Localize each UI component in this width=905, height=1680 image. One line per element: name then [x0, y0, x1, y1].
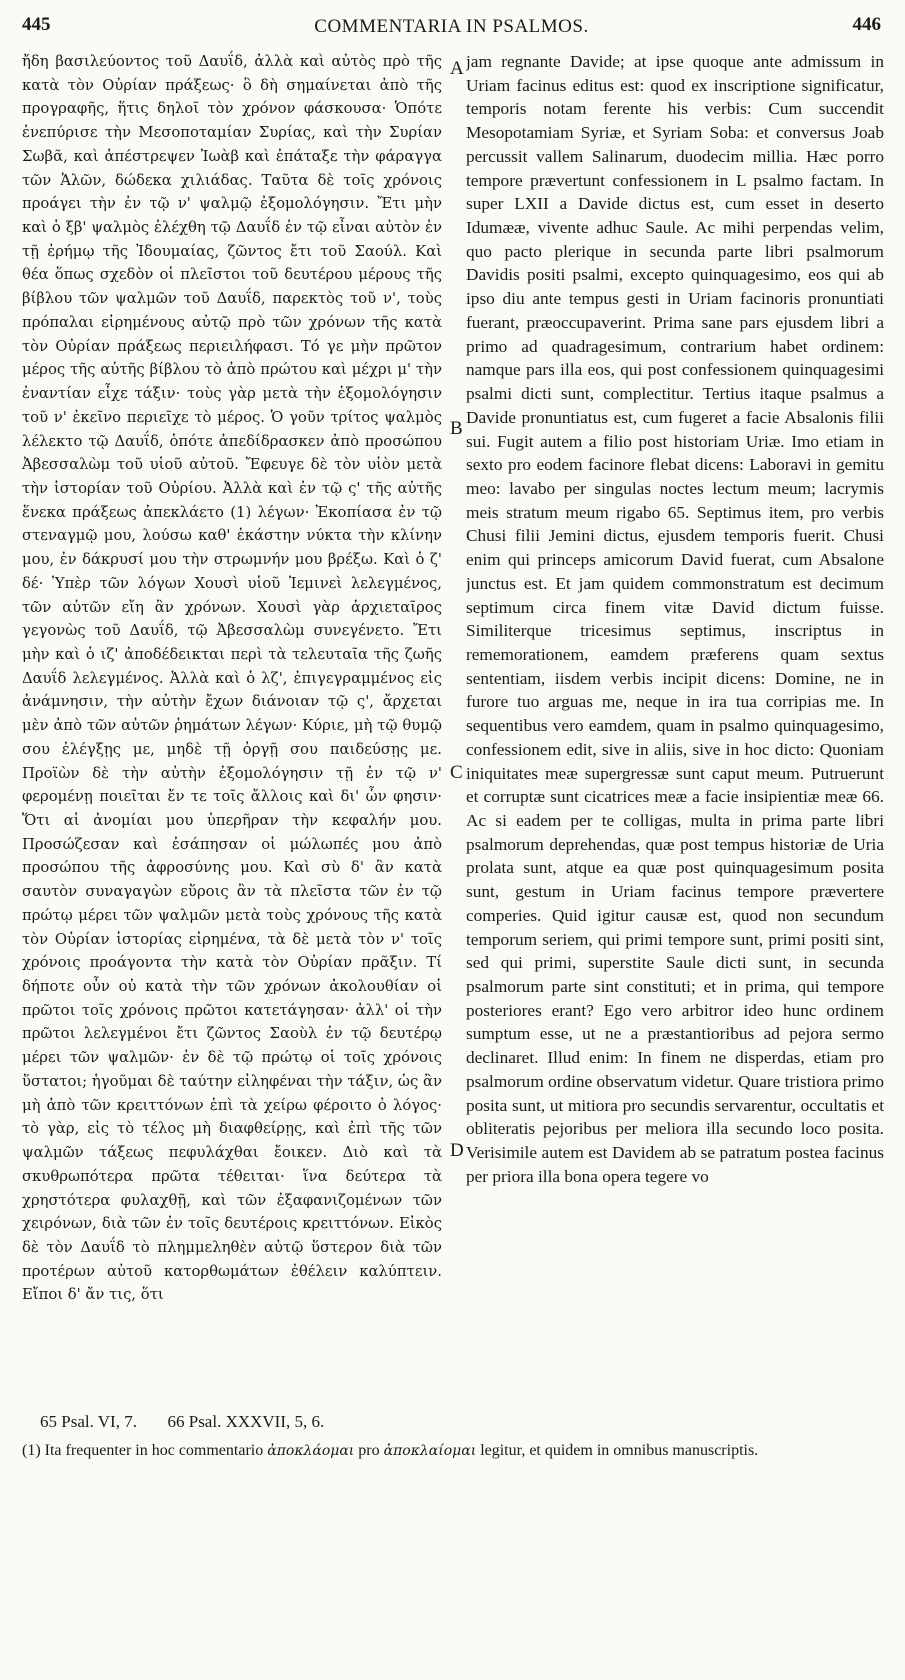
note-mid: pro	[358, 1442, 380, 1459]
running-title: COMMENTARIA IN PSALMOS.	[314, 16, 589, 37]
page-number-right: 446	[852, 14, 881, 35]
latin-column	[466, 50, 884, 1680]
note-greek-2: ἀποκλαίομαι	[383, 1443, 477, 1459]
page-number-left: 445	[22, 14, 51, 35]
running-head	[22, 14, 881, 44]
greek-text: ἤδη βασιλεύοντος τοῦ Δαυΐδ, ἀλλὰ καὶ αὐτὸς πρὸ τῆς κατὰ τὸν Οὐρίαν πράξεως· ὃ δὴ σημαίνεται ἀπὸ τῆς προγραφῆς, ἥτις δηλοῖ τὸν χρόνον φάσκουσα· Ὁπότε ἐνεπύρισε τὴν Μεσοποταμίαν Συρίας, καὶ τὴν Συρίαν Σωβᾶ, καὶ ἀπέστρεψεν Ἰωὰβ καὶ ἐπάταξε τὴν φάραγγα τῶν Ἁλῶν, δώδεκα χιλιάδας. Ταῦτα δὲ τοῖς χρόνοις προάγει τὴν ἐν τῷ ν' ψαλμῷ ἐξομολόγησιν. Ἔτι μὴν καὶ ὁ ξβ' ψαλμὸς ἐλέχθη τῷ Δαυΐδ ἐν τῷ εἶναι αὐτὸν ἐν τῇ ἐρήμῳ τῆς Ἰδουμαίας, ζῶντος ἔτι τοῦ Σαούλ. Καὶ θέα ὅπως σχεδὸν οἱ πλεῖστοι τοῦ δευτέρου μέρους τῆς βίβλου τῶν ψαλμῶν τοῦ Δαυΐδ, παρεκτὸς τοῦ ν', τοὺς πρόπαλαι εἰρημένους αὐτῷ πρὸ τῶν χρόνων τῆς κατὰ τὸν Οὐρίαν πράξεως περιειλήφασι. Τό γε μὴν πρῶτον μέρος τῆς αὐτῆς βίβλου τὸ ἀπὸ πρώτου καὶ μέχρι μ' τὴν ἐναντίαν εἶχε τάξιν· τοὺς γὰρ μετὰ τὴν ἐξομολόγησιν τοῦ ν' ἐκεῖνο περιεῖχε τὸ μέρος. Ὁ γοῦν τρίτος ψαλμὸς λέλεκτο τῷ Δαυΐδ, ὁπότε ἀπεδίδρασκεν ἀπὸ προσώπου Ἀβεσσαλὼμ τοῦ υἱοῦ αὐτοῦ. Ἔφευγε δὲ τὸν υἱὸν μετὰ τὴν ἱστορίαν τοῦ Οὐρίου. Ἀλλὰ καὶ ἐν τῷ ς' τῆς αὐτῆς ἕνεκα πράξεως ἀπεκλάετο (1) λέγων· Ἐκοπίασα ἐν τῷ στεναγμῷ μου, λούσω καθ' ἑκάστην νύκτα τὴν κλίνην μου, ἐν δάκρυσί μου τὴν στρωμνήν μου βρέξω. Καὶ ὁ ζ' δέ· Ὑπὲρ τῶν λόγων Χουσὶ υἱοῦ Ἰεμινεὶ λελεγμένος, τῶν αὐτῶν εἴη ἂν χρόνων. Χουσὶ γὰρ ἀρχιεταῖρος γεγονὼς τοῦ Δαυΐδ, τῷ Ἀβεσσαλὼμ συνεγένετο. Ἔτι μὴν καὶ ὁ ιζ' ἀποδέδεικται περὶ τὰ τελευταῖα τῆς ζωῆς Δαυΐδ λελεγμένος. Ἀλλὰ καὶ ὁ λζ', ἐπιγεγραμμένος εἰς ἀνάμνησιν, τὴν αὐτὴν ἔχων διάνοιαν τῷ ς', ἄρχεται μὲν ἀπὸ τῶν αὐτῶν ῥημάτων λέγων· Κύριε, μὴ τῷ θυμῷ σου ἐλέγξῃς με, μηδὲ τῇ ὀργῇ σου παιδεύσῃς με. Προϊὼν δὲ τὴν αὐτὴν ἐξομολόγησιν τῇ ἐν τῷ ν' φερομένῃ ποιεῖται ἔν τε τοῖς ἄλλοις καὶ δι' ὧν φησιν· Ὅτι αἱ ἀνομίαι μου ὑπερῆραν τὴν κεφαλήν μου. Προσώζεσαν καὶ ἐσάπησαν οἱ μώλωπές μου ἀπὸ προσώπου τῆς ἀφροσύνης μου. Καὶ σὺ δ' ἂν κατὰ σαυτὸν συναγαγὼν εὕροις ἂν τὰ πλεῖστα τῶν ἐν τῷ πρώτῳ μέρει τῶν ψαλμῶν μετὰ τοὺς χρόνους τῆς κατὰ τὸν Οὐρίαν ἱστορίας εἰρημένα, τὰ δὲ μετὰ τὸν ν' τοῖς χρόνοις προάγοντα τὴν κατὰ τὸν Οὐρίαν πρᾶξιν. Τί δήποτε οὖν οὐ κατὰ τὴν τῶν χρόνων ἀκολουθίαν οἱ πρῶτοι τοῖς χρόνοις πρῶτοι κατετάγησαν· ἀλλ' οἱ τὴν πρῶτοι λελεγμένοι ἔτι ζῶντος Σαοὺλ ἐν τῷ δευτέρῳ μέρει τῶν ψαλμῶν· ἐν δὲ τῷ πρώτῳ οἱ τοῖς χρόνοις ὕστατοι; ἡγοῦμαι δὲ ταύτην εἰληφέναι τὴν τάξιν, ὡς ἂν μὴ ἀπὸ τῶν κρειττόνων ἐπὶ τὰ χείρω φέροιτο ὁ λόγος· τὸ γὰρ, εἰς τὸ τέλος μὴ διαφθείρῃς, καὶ ἐπὶ τῆς τῶν ψαλμῶν τάξεως πεφυλάχθαι ἔοικεν. Διὸ καὶ τὰ σκυθρωπότερα πρῶτα τέθειται· ἵνα δεύτερα τὰ χρηστότερα φυλαχθῇ, καὶ τῶν ἐξαφανιζομένων τῶν χειρόνων, διὰ τῶν ἐν τοῖς δευτέροις κρειττόνων. Εἰκὸς δὲ τὸν Δαυΐδ τὸ πλημμεληθὲν αὐτῷ ὕστερον διὰ τῶν προτέρων αὐτοῦ κατορθωμάτων ἐθέλειν καλύπτειν. Εἴποι δ' ἄν τις, ὅτι	[22, 53, 442, 1304]
note-suffix: legitur, et quidem in omnibus manuscriptis.	[480, 1442, 759, 1459]
translator-note	[22, 1440, 884, 1462]
footnote-66: 66 Psal. XXXVII, 5, 6.	[167, 1412, 325, 1431]
footnote-references	[40, 1412, 325, 1431]
margin-letter-d: D	[450, 1140, 464, 1161]
margin-letter-c: C	[450, 762, 463, 783]
note-greek-1: ἀποκλάομαι	[267, 1443, 355, 1459]
note-prefix: (1) Ita frequenter in hoc commentario	[22, 1442, 264, 1459]
margin-letter-b: B	[450, 418, 463, 439]
latin-text: jam regnante Davide; at ipse quoque ante admissum in Uriam facinus editus est: quod ex inscriptione significatur, temporis notam ferente his verbis: Cum succendit Mesopotamiam Syriæ, et Syriam Soba: et conversus Joab percussit vallem Salinarum, duodecim millia. Hæc porro tempore prævertunt confessionem in L psalmo factam. In super LXII a Davide dictus est, cum esset in deserto Idumææ, vivente adhuc Saule. Ac mihi perpendas velim, quo pacto plerique in secunda parte libri psalmorum Davidis positi psalmi, excepto quinquagesimo, eos qui ab ipso diu ante tempus gesti in Uriam facinoris pronuntiati fuerant, præoccupaverint. Prima sane pars ejusdem libri a primo ad quadragesimum, contrarium habet ordinem: namque pars illa eos, qui post confessionem quinquagesimi psalmi dicti sunt, complectitur. Tertius itaque psalmus a Davide pronuntiatus est, cum fugeret a facie Absalonis filii sui. Fugit autem a filio post historiam Uriæ. Imo etiam in sexto pro eodem facinore flebat dicens: Laboravi in gemitu meo: lavabo per singulas noctes lectum meum; lacrymis meis stratum meum rigabo 65. Septimus item, pro verbis Chusi filii Jemini dictus, ejusdem temporis fuerit. Chusi enim qui princeps amicorum David fuerat, cum Absalone junctus est. Et jam quidem commonstratum est decimum septimum circa finem vitæ David dictum fuisse. Similiterque tricesimus septimus, inscriptus in rememorationem, eamdem præferens quam sextus sententiam, iisdem verbis incipit dicens: Domine, ne in furore tuo arguas me, neque in ira tua corripias me. In sequentibus vero eamdem, quam in psalmo quinquagesimo, confessionem edit, sive in aliis, sive in hoc dicto: Quoniam iniquitates meæ supergressæ sunt caput meum. Putruerunt et corruptæ sunt cicatrices meæ a facie insipientiæ meæ 66. Ac si eadem per te colligas, multa in prima parte libri psalmorum deprehendas, quæ post tempus historiæ de Uria prolata sunt, atque ea quæ post quinquagesimum posita sunt, gestum in Uriam facinus tempore prævertere comperies. Quid igitur causæ est, quod non secundum temporum seriem, qui primi tempore sunt, primi positi sint, sed qui primi, superstite Saule dicti sunt, in secunda psalmorum parte sint constituti; et in prima, qui tempore posteriores erant? Ego vero arbitror ideo hunc ordinem sumptum esse, ut ne a præstantioribus ad pejora sermo declinaret. Illud enim: In finem ne disperdas, etiam pro psalmorum ordine observatum videtur. Quare tristiora primo posita sunt, ut mitiora pro secundis servarentur, occultatis et obliteratis pejoribus per meliora illa secundo loco posita. Verisimile autem est Davidem ab se patratum postea facinus per priora illa bona opera tegere vo	[466, 52, 884, 1186]
margin-letter-a: A	[450, 58, 464, 79]
footnote-65: 65 Psal. VI, 7.	[40, 1412, 137, 1431]
greek-column	[22, 50, 442, 1680]
